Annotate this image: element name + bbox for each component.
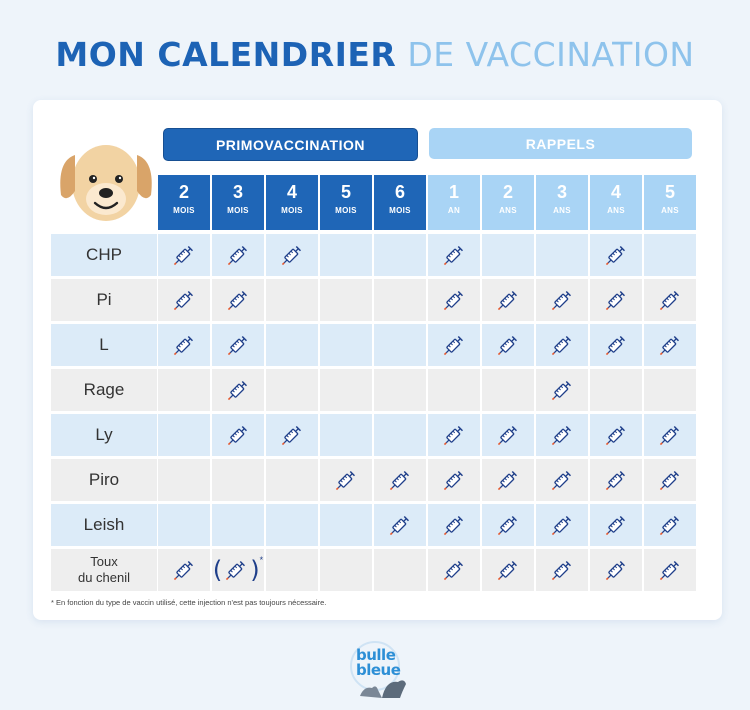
syringe-icon (602, 511, 630, 539)
column-unit: MOIS (389, 206, 411, 215)
table-cell (212, 369, 264, 411)
table-cell (644, 414, 696, 456)
column-number: 3 (556, 182, 567, 202)
paren-open: ( (212, 556, 223, 584)
table-cell (212, 504, 264, 546)
table-cell (428, 459, 480, 501)
syringe-icon (656, 421, 684, 449)
syringe-icon (548, 511, 576, 539)
syringe-icon (170, 331, 198, 359)
column-number: 6 (394, 182, 405, 202)
column-header (482, 175, 534, 230)
syringe-icon (602, 331, 630, 359)
table-cell (374, 549, 426, 591)
table-cell (428, 324, 480, 366)
syringe-icon (602, 421, 630, 449)
syringe-icon (386, 511, 414, 539)
column-header (266, 175, 318, 230)
column-unit: MOIS (173, 206, 195, 215)
table-cell (374, 279, 426, 321)
column-number: 1 (448, 182, 459, 202)
syringe-icon (656, 556, 684, 584)
syringe-icon (494, 286, 522, 314)
table-cell (374, 324, 426, 366)
table-cell (266, 324, 318, 366)
syringe-icon (602, 286, 630, 314)
table-cell (590, 414, 642, 456)
syringe-icon (440, 556, 468, 584)
syringe-icon (494, 466, 522, 494)
table-cell (644, 549, 696, 591)
table-cell (536, 279, 588, 321)
syringe-icon (548, 376, 576, 404)
column-unit: AN (447, 206, 461, 215)
column-number: 2 (178, 182, 189, 202)
column-header (590, 175, 642, 230)
dog-face-icon (49, 133, 164, 223)
table-cell (374, 369, 426, 411)
syringe-icon (656, 466, 684, 494)
table-cell (536, 459, 588, 501)
table-cell (428, 504, 480, 546)
syringe-icon (656, 511, 684, 539)
column-header (320, 175, 372, 230)
syringe-icon (278, 241, 306, 269)
table-cell (482, 549, 534, 591)
column-header (158, 175, 210, 230)
paren-close: ) (250, 556, 260, 584)
syringe-icon (494, 511, 522, 539)
syringe-icon (548, 286, 576, 314)
table-cell (158, 234, 210, 276)
column-unit: ANS (607, 206, 625, 215)
syringe-icon (278, 421, 306, 449)
table-cell (158, 504, 210, 546)
row-label: Pi (51, 279, 157, 321)
bulle-bleue-logo (342, 640, 412, 702)
table-cell (158, 369, 210, 411)
table-cell (158, 279, 210, 321)
table-cell (320, 234, 372, 276)
syringe-icon (548, 466, 576, 494)
table-cell (320, 459, 372, 501)
column-number: 2 (502, 182, 513, 202)
logo-line2: bleue (356, 661, 401, 679)
table-cell (590, 234, 642, 276)
table-cell (158, 549, 210, 591)
table-cell (266, 549, 318, 591)
row-label: Ly (51, 414, 157, 456)
table-cell (644, 234, 696, 276)
syringe-icon (222, 556, 250, 584)
table-cell (212, 549, 264, 591)
syringe-icon (494, 556, 522, 584)
table-cell (212, 324, 264, 366)
table-cell (536, 369, 588, 411)
table-cell (320, 414, 372, 456)
syringe-icon (170, 556, 198, 584)
column-header (428, 175, 480, 230)
table-cell (266, 414, 318, 456)
syringe-icon (170, 241, 198, 269)
logo-line1: bulle (356, 646, 396, 664)
syringe-icon (170, 286, 198, 314)
table-cell (590, 324, 642, 366)
table-cell (482, 279, 534, 321)
table-cell (320, 369, 372, 411)
table-cell (536, 414, 588, 456)
table-cell (266, 504, 318, 546)
table-cell (644, 279, 696, 321)
column-header (536, 175, 588, 230)
syringe-icon (494, 421, 522, 449)
syringe-icon (386, 466, 414, 494)
table-cell (644, 504, 696, 546)
table-cell (266, 234, 318, 276)
table-cell (374, 414, 426, 456)
column-number: 5 (664, 182, 675, 202)
table-cell (644, 324, 696, 366)
syringe-icon (602, 241, 630, 269)
table-cell (266, 279, 318, 321)
title-light: DE VACCINATION (407, 35, 695, 74)
table-cell (320, 549, 372, 591)
syringe-icon (440, 241, 468, 269)
column-header (644, 175, 696, 230)
table-cell (212, 279, 264, 321)
table-cell (536, 324, 588, 366)
vaccination-card (33, 100, 722, 620)
syringe-icon (656, 286, 684, 314)
group-header-primovaccination: PRIMOVACCINATION (163, 128, 418, 161)
table-cell (320, 324, 372, 366)
table-cell (374, 504, 426, 546)
syringe-icon (440, 511, 468, 539)
syringe-icon (548, 556, 576, 584)
syringe-icon (602, 556, 630, 584)
table-cell (482, 504, 534, 546)
syringe-icon (440, 286, 468, 314)
syringe-icon (602, 466, 630, 494)
row-label: Rage (51, 369, 157, 411)
table-cell (590, 369, 642, 411)
column-number: 3 (232, 182, 243, 202)
table-cell (212, 459, 264, 501)
table-cell (320, 279, 372, 321)
table-cell (266, 459, 318, 501)
syringe-icon (332, 466, 360, 494)
optional-marker: * (259, 555, 264, 565)
table-cell (320, 504, 372, 546)
table-cell (482, 234, 534, 276)
syringe-icon (224, 421, 252, 449)
row-label: Toux du chenil (51, 549, 157, 591)
table-cell (428, 414, 480, 456)
column-header (212, 175, 264, 230)
syringe-icon (440, 466, 468, 494)
table-cell (482, 459, 534, 501)
syringe-icon (656, 331, 684, 359)
column-unit: ANS (499, 206, 517, 215)
column-unit: ANS (553, 206, 571, 215)
table-cell (158, 324, 210, 366)
row-label: L (51, 324, 157, 366)
table-cell (536, 504, 588, 546)
table-cell (644, 459, 696, 501)
column-number: 4 (286, 182, 297, 202)
footnote: * En fonction du type de vaccin utilisé, cette injection n'est pas toujours nécessaire. (51, 598, 327, 607)
table-cell (428, 279, 480, 321)
column-unit: ANS (661, 206, 679, 215)
page-title (0, 35, 750, 74)
table-cell (536, 234, 588, 276)
syringe-icon (548, 331, 576, 359)
table-cell (536, 549, 588, 591)
table-cell (212, 234, 264, 276)
syringe-icon (440, 331, 468, 359)
table-cell (482, 324, 534, 366)
row-label: Piro (51, 459, 157, 501)
table-cell (482, 369, 534, 411)
syringe-icon (224, 376, 252, 404)
table-cell (374, 234, 426, 276)
column-header (374, 175, 426, 230)
table-cell (158, 414, 210, 456)
column-unit: MOIS (281, 206, 303, 215)
table-cell (158, 459, 210, 501)
table-cell (590, 459, 642, 501)
syringe-icon (224, 241, 252, 269)
table-cell (212, 414, 264, 456)
column-number: 5 (340, 182, 351, 202)
title-bold: MON CALENDRIER (55, 35, 397, 74)
group-header-rappels: RAPPELS (429, 128, 692, 159)
table-cell (266, 369, 318, 411)
table-cell (428, 549, 480, 591)
syringe-icon (440, 421, 468, 449)
table-cell (428, 369, 480, 411)
table-cell (590, 549, 642, 591)
row-label: Leish (51, 504, 157, 546)
column-number: 4 (610, 182, 621, 202)
table-cell (374, 459, 426, 501)
table-cell (644, 369, 696, 411)
syringe-icon (224, 331, 252, 359)
table-cell (482, 414, 534, 456)
row-label: CHP (51, 234, 157, 276)
syringe-icon (224, 286, 252, 314)
syringe-icon (548, 421, 576, 449)
column-unit: MOIS (335, 206, 357, 215)
table-cell (428, 234, 480, 276)
column-unit: MOIS (227, 206, 249, 215)
table-cell (590, 504, 642, 546)
table-cell (590, 279, 642, 321)
syringe-icon (494, 331, 522, 359)
